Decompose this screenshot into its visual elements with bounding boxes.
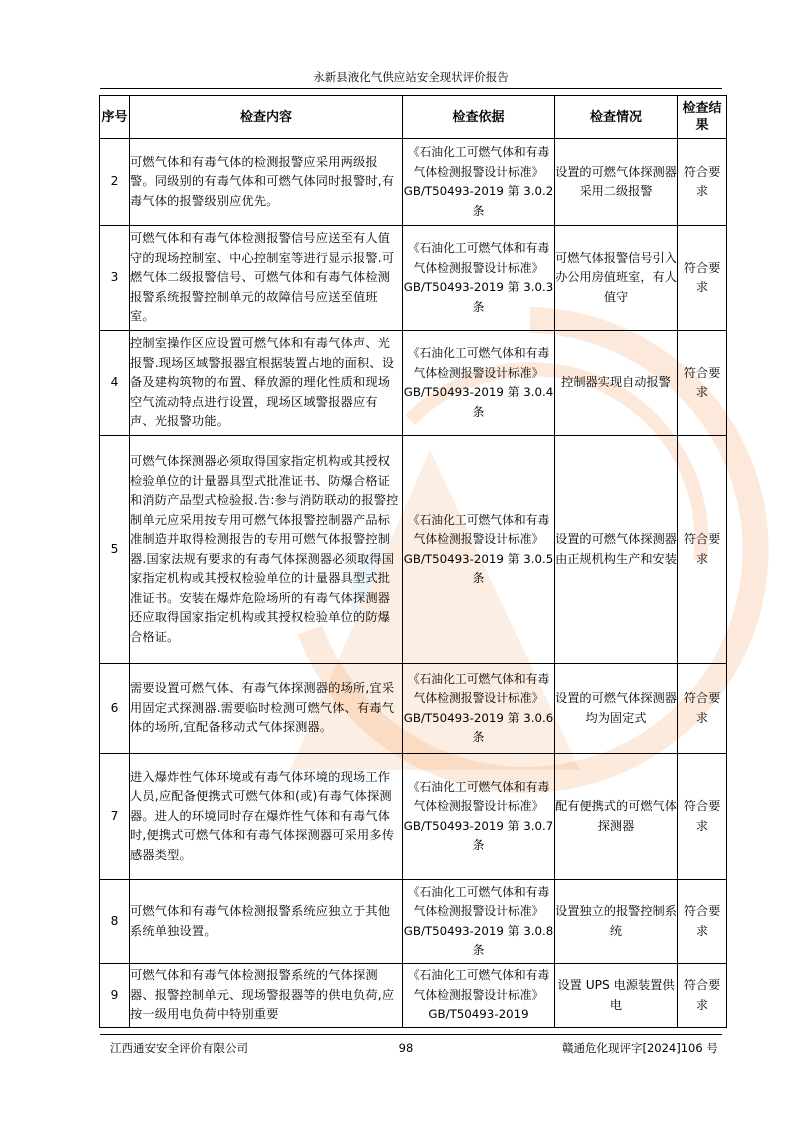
- check-result: 符合要求: [678, 754, 727, 880]
- check-status: 设置的可燃气体探测器均为固定式: [555, 664, 678, 754]
- row-number: 5: [100, 436, 130, 664]
- table-row: [100, 754, 727, 880]
- footer-company: 江西通安安全评价有限公司: [110, 1041, 248, 1055]
- column-header-content: 检查内容: [130, 96, 403, 139]
- check-status: 设置的可燃气体探测器采用二级报警: [555, 139, 678, 226]
- row-number: 8: [100, 880, 130, 964]
- table-row: [100, 664, 727, 754]
- check-basis: 《石油化工可燃气体和有毒气体检测报警设计标准》GB/T50493-2019 第 3.0.8 条: [403, 880, 555, 964]
- table-row: [100, 964, 727, 1028]
- check-status: 设置的可燃气体探测器由正规机构生产和安装: [555, 436, 678, 664]
- check-basis: 《石油化工可燃气体和有毒气体检测报警设计标准》GB/T50493-2019 第 3.0.7 条: [403, 754, 555, 880]
- check-content: 可燃气体探测器必须取得国家指定机构或其授权检验单位的计量器具型式批准证书、防爆合格证和消防产品型式检验报.告:参与消防联动的报警控制单元应采用按专用可燃气体报警控制器产品标准制造并取得检测报告的专用可燃气体报警控制器.国家法规有要求的有毒气体探测器必须取得国家指定机构或其授权检验单位的计量器具型式批准证书。安装在爆炸危险场所的有毒气体探测器还应取得国家指定机构或其授权检验单位的防爆合格证。: [130, 436, 403, 664]
- table-header-row: [100, 96, 727, 139]
- check-basis: 《石油化工可燃气体和有毒气体检测报警设计标准》GB/T50493-2019 第 3.0.4 条: [403, 331, 555, 436]
- table-row: [100, 139, 727, 226]
- check-basis: 《石油化工可燃气体和有毒气体检测报警设计标准》GB/T50493-2019 第 3.0.3 条: [403, 226, 555, 331]
- column-header-result: 检查结果: [678, 96, 727, 139]
- check-content: 可燃气体和有毒气体检测报警系统的气体探测器、报警控制单元、现场警报器等的供电负荷,应按一级用电负荷中特别重要: [130, 964, 403, 1028]
- check-status: 设置 UPS 电源装置供电: [555, 964, 678, 1028]
- check-result: 符合要求: [678, 226, 727, 331]
- header-divider: [100, 88, 722, 89]
- row-number: 3: [100, 226, 130, 331]
- check-result: 符合要求: [678, 436, 727, 664]
- check-basis: 《石油化工可燃气体和有毒气体检测报警设计标准》GB/T50493-2019 第 3.0.6 条: [403, 664, 555, 754]
- check-result: 符合要求: [678, 139, 727, 226]
- footer-page-number: 98: [398, 1041, 414, 1055]
- table-row: [100, 436, 727, 664]
- check-result: 符合要求: [678, 880, 727, 964]
- table-row: [100, 880, 727, 964]
- column-header-status: 检查情况: [555, 96, 678, 139]
- check-content: 可燃气体和有毒气体检测报警信号应送至有人值守的现场控制室、中心控制室等进行显示报警.可燃气体二级报警信号、可燃气体和有毒气体检测报警系统报警控制单元的故障信号应送至值班室。: [130, 226, 403, 331]
- footer-document-number: 赣通危化现评字[2024]106 号: [562, 1041, 718, 1055]
- table-row: [100, 226, 727, 331]
- row-number: 4: [100, 331, 130, 436]
- inspection-table: [99, 95, 727, 1028]
- row-number: 9: [100, 964, 130, 1028]
- check-content: 进入爆炸性气体环境或有毒气体环境的现场工作人员,应配备便携式可燃气体和(或)有毒气体探测器。进人的环境同时存在爆炸性气体和有毒气体时,便携式可燃气体和有毒气体探测器可采用多传感器类型。: [130, 754, 403, 880]
- check-result: 符合要求: [678, 964, 727, 1028]
- page-header-title: 永新县液化气供应站安全现状评价报告: [313, 70, 509, 84]
- column-header-basis: 检查依据: [403, 96, 555, 139]
- check-content: 控制室操作区应设置可燃气体和有毒气体声、光报警.现场区域警报器宜根据装置占地的面积、设备及建构筑物的布置、释放源的理化性质和现场空气流动特点进行设置，现场区域警报器应有声、光报警功能。: [130, 331, 403, 436]
- check-basis: 《石油化工可燃气体和有毒气体检测报警设计标准》GB/T50493-2019 第 3.0.5 条: [403, 436, 555, 664]
- check-basis: 《石油化工可燃气体和有毒气体检测报警设计标准》GB/T50493-2019 第 3.0.2 条: [403, 139, 555, 226]
- table-row: [100, 331, 727, 436]
- row-number: 6: [100, 664, 130, 754]
- check-status: 控制器实现自动报警: [555, 331, 678, 436]
- check-status: 设置独立的报警控制系统: [555, 880, 678, 964]
- check-basis: 《石油化工可燃气体和有毒气体检测报警设计标准》GB/T50493-2019: [403, 964, 555, 1028]
- check-content: 可燃气体和有毒气体的检测报警应采用两级报警。同级别的有毒气体和可燃气体同时报警时,有毒气体的报警级别应优先。: [130, 139, 403, 226]
- column-header-no: 序号: [100, 96, 130, 139]
- check-result: 符合要求: [678, 664, 727, 754]
- check-result: 符合要求: [678, 331, 727, 436]
- check-content: 可燃气体和有毒气体检测报警系统应独立于其他系统单独设置。: [130, 880, 403, 964]
- check-status: 可燃气体报警信号引入办公用房值班室，有人值守: [555, 226, 678, 331]
- check-status: 配有便携式的可燃气体探测器: [555, 754, 678, 880]
- row-number: 2: [100, 139, 130, 226]
- row-number: 7: [100, 754, 130, 880]
- footer-divider: [100, 1034, 722, 1035]
- check-content: 需要设置可燃气体、有毒气体探测器的场所,宜采用固定式探测器.需要临时检测可燃气体、有毒气体的场所,宜配备移动式气体探测器。: [130, 664, 403, 754]
